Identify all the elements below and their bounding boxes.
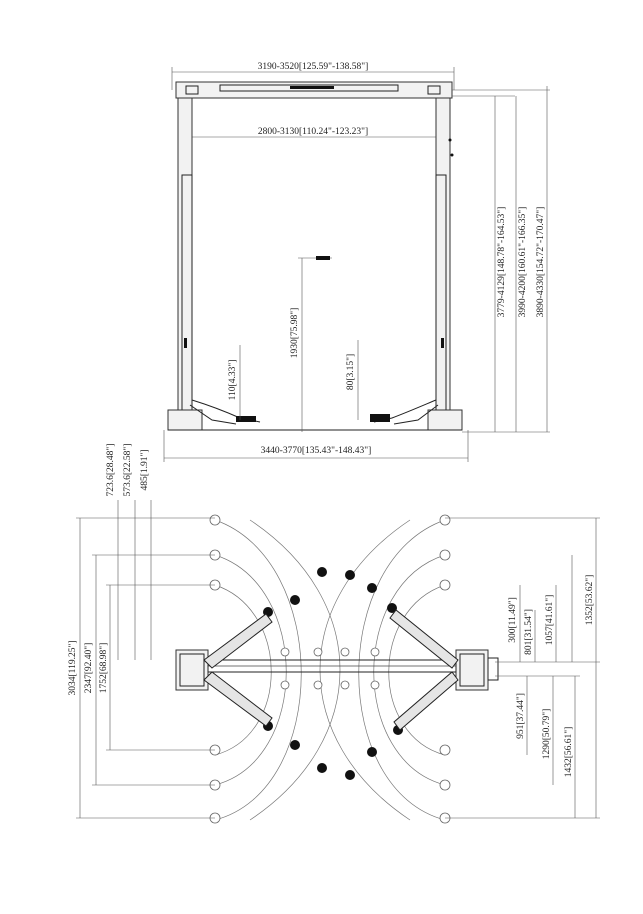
right-upper-label-4: 1352[53.62"] [585,574,595,626]
left-column-plan [176,650,208,690]
height-3-label: 3890-4330[154.72"-170.47"] [536,206,546,318]
left-dim-label-3: 485[1.91"] [140,449,150,491]
left-lower-arm [204,672,272,726]
front-view [164,62,550,462]
left-dim-label-1: 723.6[28.48"] [106,443,116,497]
left-vertical-label-2: 2347[92.40"] [84,642,94,694]
height-2-label: 3990-4200[160.61"-166.35"] [518,206,528,318]
left-base-plate [168,410,202,430]
right-sweep-arc-outer [359,520,445,820]
left-vertical-label-3: 1752[68.98"] [99,642,109,694]
base-width-label: 3440-3770[135.43"-148.43"] [260,446,372,456]
height-1-label: 3779-4129[148.78"-164.53"] [497,206,507,318]
pad-height-label: 110[4.33"] [228,359,238,401]
left-vertical-label-1: 3034[119.25"] [68,640,78,696]
right-lower-label-1: 951[37.44"] [516,693,526,739]
right-upper-label-2: 801[31.54"] [524,609,534,655]
overhead-beam [176,82,452,98]
top-view [68,444,600,823]
right-base-plate [428,410,462,430]
left-sweep-arc-outer [215,520,301,820]
right-lower-arm [394,672,458,730]
right-upper-label-3: 1057[41.61"] [545,594,555,646]
left-column [178,98,192,410]
right-upper-label-1: 300[11.49"] [508,597,518,643]
inner-width-label: 2800-3130[110.24"-123.23"] [257,127,369,137]
max-lift-label: 1930[75.98"] [290,307,300,359]
left-dim-label-2: 573.6[22.58"] [123,443,133,497]
right-upper-arm [390,610,458,668]
right-lower-label-2: 1290[50.79"] [542,708,552,760]
right-column [436,98,450,410]
right-lower-label-3: 1432[56.61"] [564,726,574,778]
top-width-label: 3190-3520[125.59"-138.58"] [257,62,369,72]
min-height-label: 80[3.15"] [346,353,356,391]
right-column-plan [456,650,488,690]
